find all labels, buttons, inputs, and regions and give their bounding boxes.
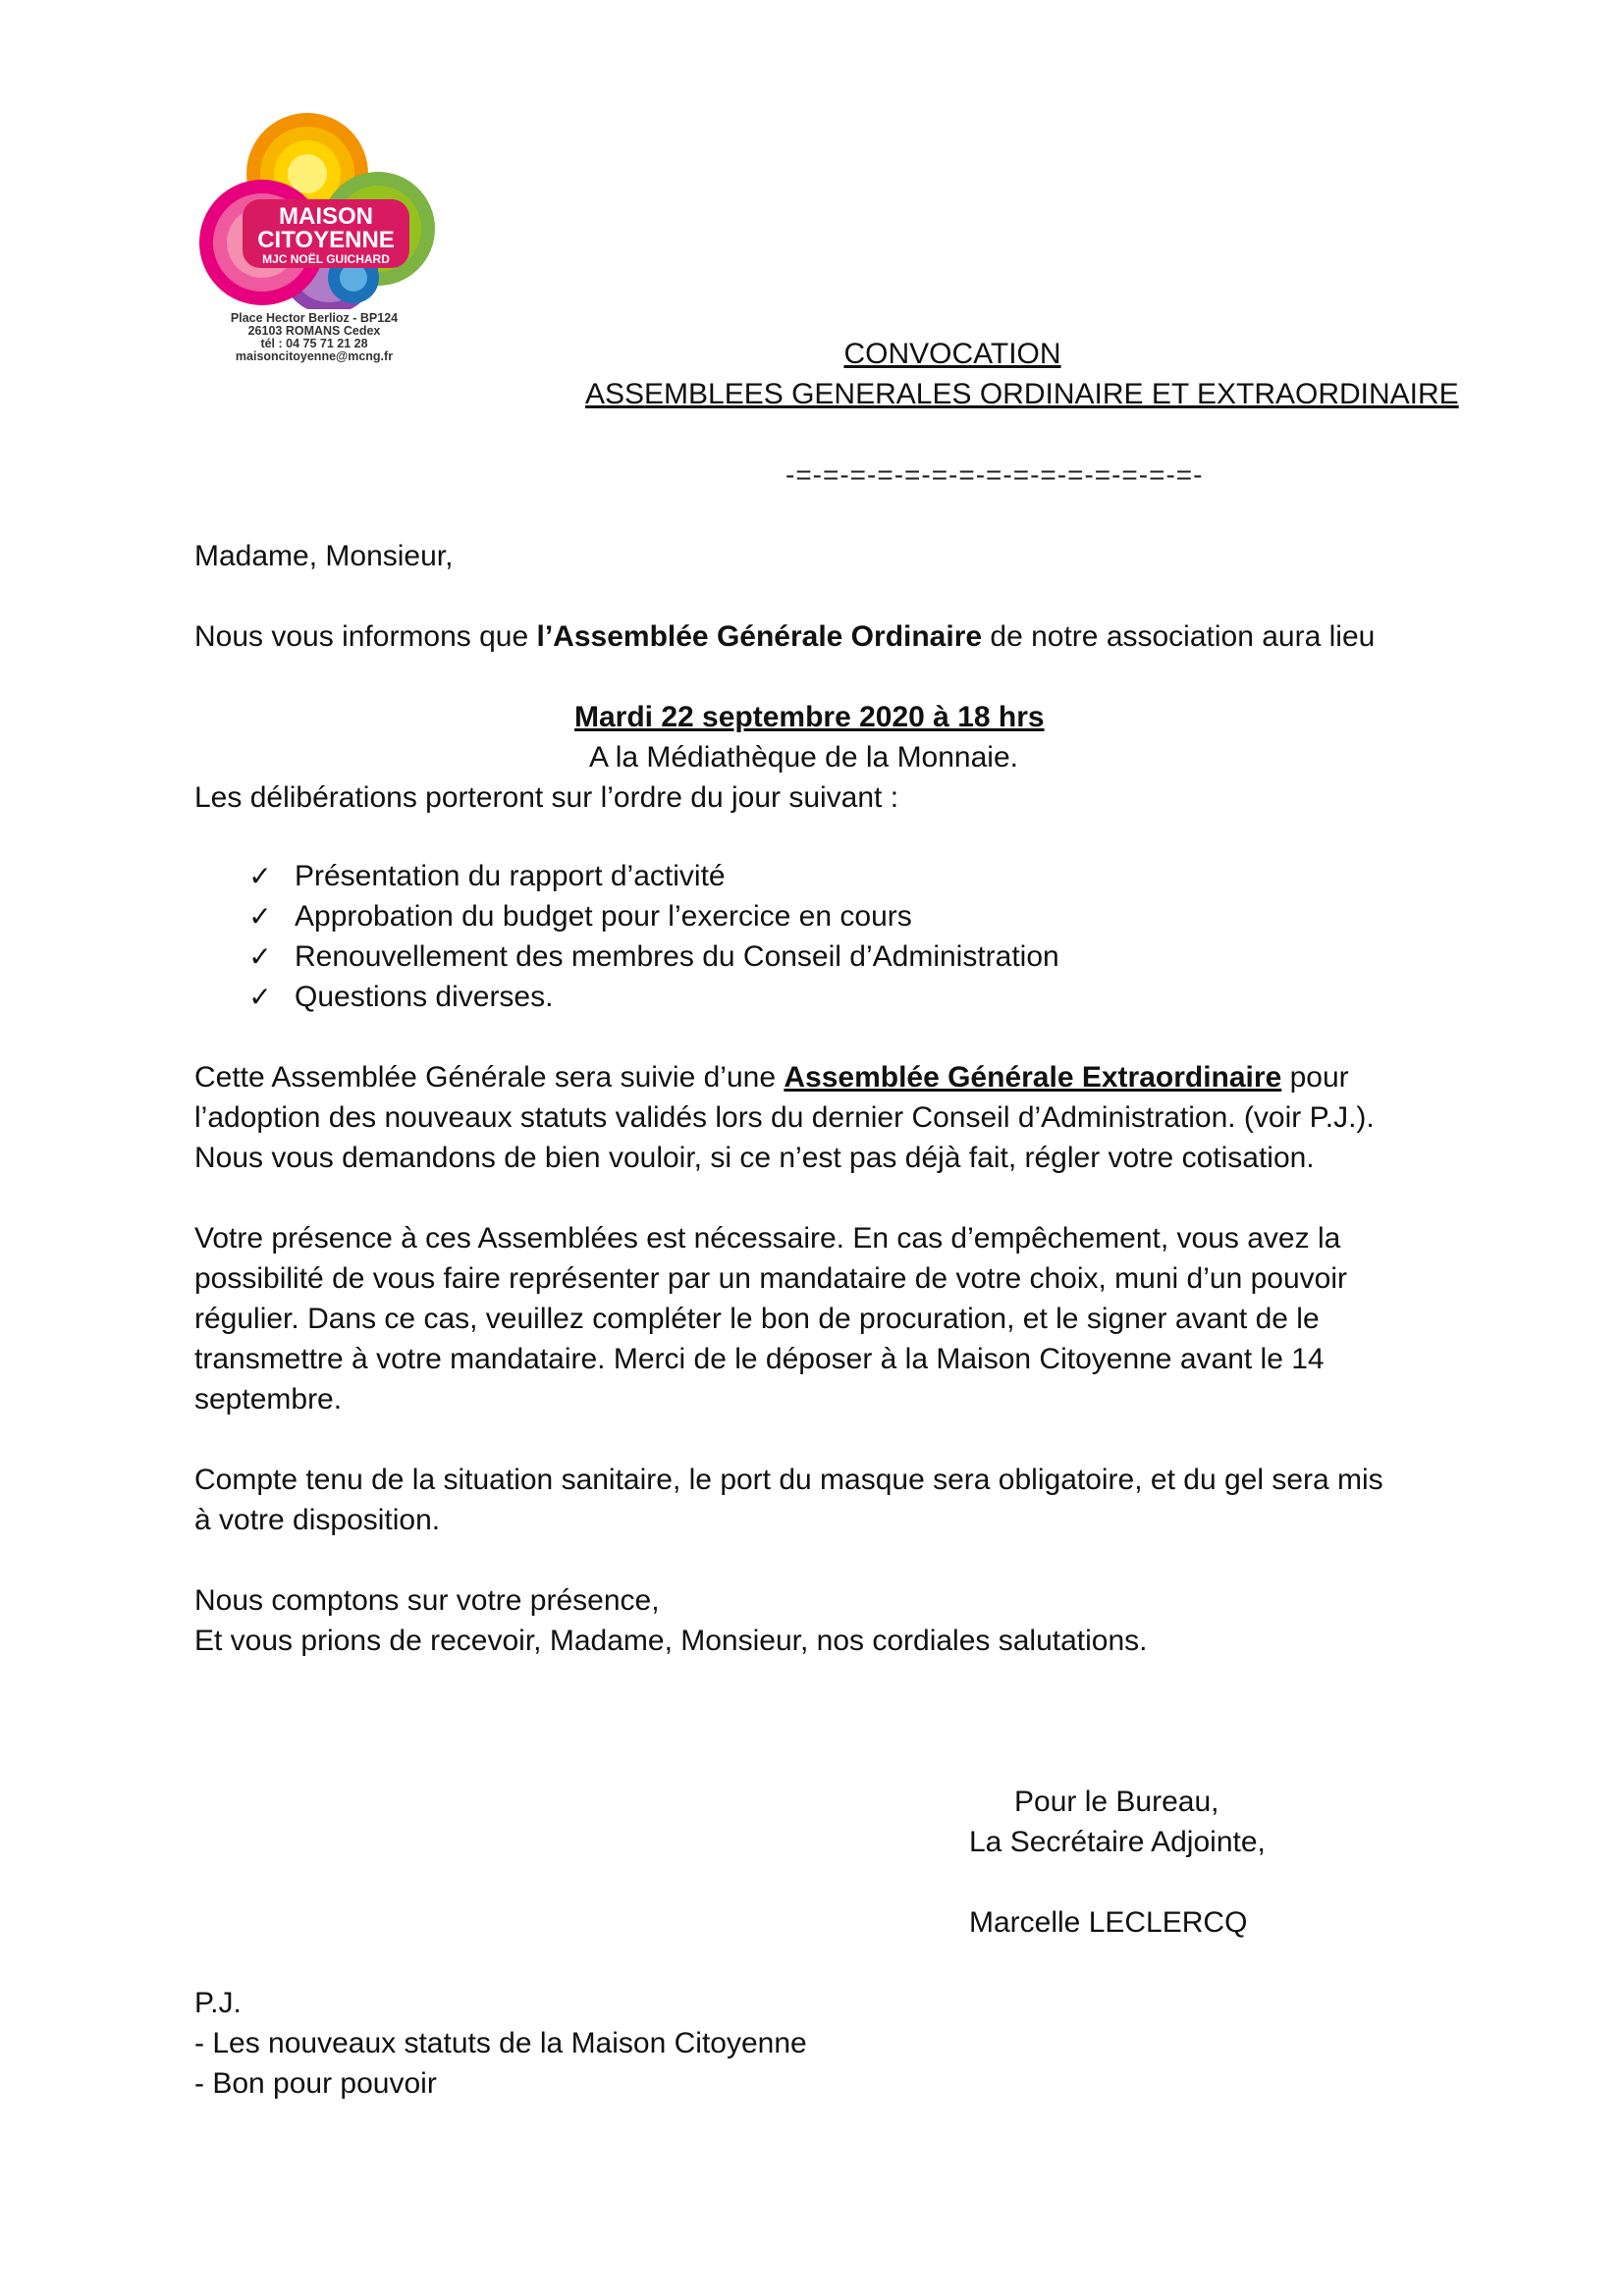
logo-line2: CITOYENNE bbox=[257, 227, 395, 253]
agenda-item: Questions diverses. bbox=[295, 981, 554, 1013]
salutation: Madame, Monsieur, bbox=[194, 540, 454, 572]
signature-line2: La Secrétaire Adjointe, bbox=[969, 1826, 1266, 1858]
paragraph-line: possibilité de vous faire représenter par un mandataire de votre choix, muni d’un pouvoir bbox=[194, 1262, 1347, 1295]
ext-text-after: pour bbox=[1281, 1061, 1349, 1094]
intro-text-after: de notre association aura lieu bbox=[982, 620, 1376, 653]
paragraph-line: Nous vous demandons de bien vouloir, si ce n’est pas déjà fait, régler votre cotisation. bbox=[194, 1142, 1315, 1174]
paragraph-line: Compte tenu de la situation sanitaire, le port du masque sera obligatoire, et du gel sera mis bbox=[194, 1464, 1383, 1496]
check-icon: ✓ bbox=[248, 900, 272, 933]
title-separator: -=-=-=-=-=-=-=-=-=-=-=-=-=-=-=- bbox=[785, 459, 1204, 490]
ext-bold: Assemblée Générale Extraordinaire bbox=[784, 1061, 1282, 1094]
paragraph-line bbox=[194, 1057, 1375, 1097]
title-assemblees: ASSEMBLEES GENERALES ORDINAIRE ET EXTRAORDINAIRE bbox=[585, 378, 1459, 410]
paragraph-line: l’adoption des nouveaux statuts validés lors du dernier Conseil d’Administration. (voir P.J.). bbox=[194, 1101, 1375, 1134]
meeting-date: Mardi 22 septembre 2020 à 18 hrs bbox=[574, 701, 1045, 733]
agenda-item: Approbation du budget pour l’exercice en cours bbox=[295, 900, 912, 933]
meeting-place: A la Médiathèque de la Monnaie. bbox=[589, 741, 1018, 774]
list-item bbox=[245, 856, 1059, 896]
address-line: 26103 ROMANS Cedex bbox=[247, 324, 381, 338]
paragraph-line: Votre présence à ces Assemblées est nécessaire. En cas d’empêchement, vous avez la bbox=[194, 1222, 1341, 1255]
signature-line1: Pour le Bureau, bbox=[1014, 1786, 1219, 1818]
check-icon: ✓ bbox=[248, 981, 272, 1013]
paragraph-line: à votre disposition. bbox=[194, 1504, 441, 1536]
list-item bbox=[245, 896, 1059, 936]
address-line: tél : 04 75 71 21 28 bbox=[260, 337, 368, 350]
paragraph-line: Nous comptons sur votre présence, bbox=[194, 1584, 660, 1617]
agenda-item: Présentation du rapport d’activité bbox=[295, 860, 726, 892]
paragraph-line: régulier. Dans ce cas, veuillez compléter le bon de procuration, et le signer avant de le bbox=[194, 1303, 1320, 1335]
title-convocation: CONVOCATION bbox=[843, 338, 1061, 370]
address-line: Place Hector Berlioz - BP124 bbox=[230, 311, 399, 325]
paragraph-line: Et vous prions de recevoir, Madame, Monsieur, nos cordiales salutations. bbox=[194, 1625, 1148, 1657]
paragraph-line: septembre. bbox=[194, 1383, 343, 1415]
list-item bbox=[245, 977, 1059, 1017]
agenda-list bbox=[245, 856, 1059, 1017]
attachments bbox=[194, 1983, 807, 2104]
agenda-item: Renouvellement des membres du Conseil d’Administration bbox=[295, 940, 1059, 973]
address-line: maisoncitoyenne@mcng.fr bbox=[235, 349, 394, 363]
logo-circles-icon bbox=[191, 113, 447, 309]
attachment-item: - Les nouveaux statuts de la Maison Citoyenne bbox=[194, 2027, 807, 2059]
intro-bold: l’Assemblée Générale Ordinaire bbox=[536, 620, 983, 653]
check-icon: ✓ bbox=[248, 860, 272, 892]
check-icon: ✓ bbox=[248, 940, 272, 973]
logo-line1: MAISON bbox=[279, 203, 373, 230]
signature-name: Marcelle LECLERCQ bbox=[969, 1906, 1248, 1939]
intro-text: Nous vous informons que bbox=[194, 620, 537, 653]
attachment-item: - Bon pour pouvoir bbox=[194, 2067, 437, 2100]
extraordinary-paragraph bbox=[194, 1057, 1375, 1178]
ext-text: Cette Assemblée Générale sera suivie d’une bbox=[194, 1061, 785, 1094]
agenda-intro: Les délibérations porteront sur l’ordre du jour suivant : bbox=[194, 781, 899, 814]
closing-paragraph bbox=[194, 1580, 1148, 1661]
attachments-heading: P.J. bbox=[194, 1987, 242, 2019]
list-item bbox=[245, 936, 1059, 977]
paragraph-line: transmettre à votre mandataire. Merci de le déposer à la Maison Citoyenne avant le 14 bbox=[194, 1343, 1325, 1375]
intro-paragraph bbox=[194, 616, 1375, 657]
sanitary-paragraph bbox=[194, 1460, 1383, 1540]
logo-line3: MJC NOËL GUICHARD bbox=[262, 252, 390, 266]
presence-paragraph bbox=[194, 1218, 1347, 1419]
maison-citoyenne-logo bbox=[191, 113, 447, 309]
